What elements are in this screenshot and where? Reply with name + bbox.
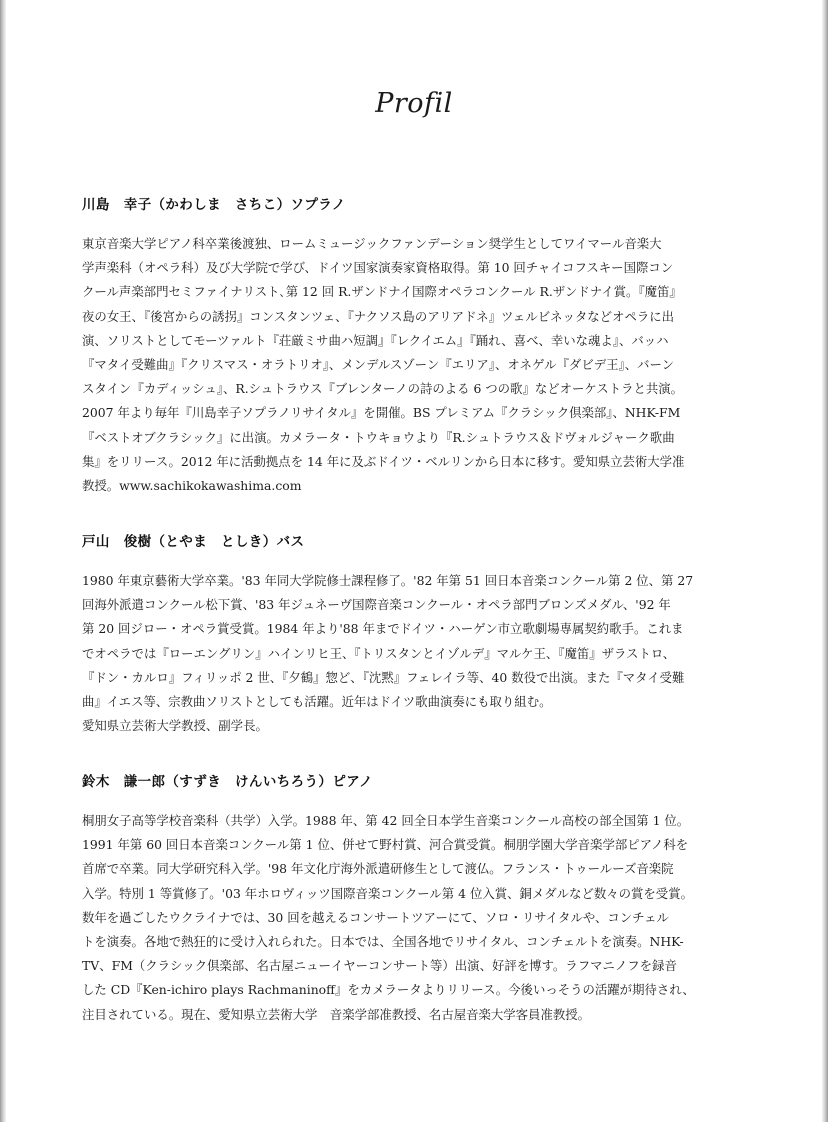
body-line: 曲』イエス等、宗教曲ソリストとしても活躍。近年はドイツ歌曲演奏にも取り組む。 (82, 694, 552, 710)
body-line: 集』をリリース。2012 年に活動拠点を 14 年に及ぶドイツ・ベルリンから日本に移す。愛知県立芸術大学准 (82, 453, 685, 469)
body-line: した CD『Ken-ichiro plays Rachmaninoff』をカメラータよりリリース。今後いっそうの活躍が期待され、 (82, 982, 695, 998)
body-line: 入学。特別 1 等賞修了。'03 年ホロヴィッツ国際音楽コンクール第 4 位入賞、銅メダルなど数々の賞を受賞。 (82, 885, 693, 901)
body-line: 1980 年東京藝術大学卒業。'83 年同大学院修士課程修了。'82 年第 51 回日本音楽コンクール第 2 位、第 27 (82, 573, 694, 588)
profile-heading: 川島 幸子（かわしま さちこ）ソプラノ (82, 197, 346, 213)
page-title: Profil (375, 88, 453, 119)
page-edge-right (822, 0, 828, 1122)
profile-body (82, 232, 748, 498)
body-line: 学声楽科（オペラ科）及び大学院で学び、ドイツ国家演奏家資格取得。第 10 回チャイコフスキー国際コン (82, 260, 674, 276)
body-line: 桐朋女子高等学校音楽科（共学）入学。1988 年、第 42 回全日本学生音楽コンクール高校の部全国第 1 位。 (82, 813, 690, 828)
body-line: 『ベストオブクラシック』に出演。カメラータ・トウキョウより『R.シュトラウス＆ドヴォルジャーク歌曲 (82, 429, 675, 445)
body-line: TV、FM（クラシック倶楽部、名古屋ニューイヤーコンサート等）出演、好評を博す。ラフマニノフを録音 (82, 958, 677, 974)
body-line: 第 20 回ジロー・オペラ賞受賞。1984 年より'88 年までドイツ・ハーゲン市立歌劇場専属契約歌手。これま (82, 621, 684, 637)
body-line: 東京音楽大学ピアノ科卒業後渡独、ロームミュージックファンデーション奨学生としてワイマール音楽大 (82, 236, 662, 251)
profile-section-kawashima (82, 193, 748, 498)
profile-heading: 戸山 俊樹（とやま としき）バス (82, 534, 305, 550)
body-line: 教授。www.sachikokawashima.com (82, 478, 302, 494)
body-line: 注目されている。現在、愛知県立芸術大学 音楽学部准教授、名古屋音楽大学客員准教授。 (82, 1006, 591, 1022)
body-line: トを演奏。各地で熱狂的に受け入れられた。日本では、全国各地でリサイタル、コンチェルトを演奏。NHK- (82, 934, 684, 950)
body-line: クール声楽部門セミファイナリスト､第 12 回 R.ザンドナイ国際オペラコンクール R.ザンドナイ賞｡『魔笛』 (82, 284, 682, 300)
body-line: 夜の女王、『後宮からの誘拐』コンスタンツェ、『ナクソス島のアリアドネ』ツェルビネッタなどオペラに出 (82, 308, 675, 324)
body-line: 『マタイ受難曲』『クリスマス・オラトリオ』、メンデルスゾーン『エリア』、オネゲル『ダビデ王』、バーン (82, 357, 675, 373)
profile-section-toyama (82, 530, 748, 738)
profile-section-suzuki (82, 770, 748, 1027)
body-line: スタイン『カディッシュ』、R.シュトラウス『ブレンターノの詩のよる 6 つの歌』などオーケストラと共演。 (82, 381, 684, 397)
body-line: でオペラでは『ローエングリン』ハインリヒ王、『トリスタンとイゾルデ』マルケ王、『魔笛』ザラストロ、 (82, 645, 676, 661)
profile-body (82, 809, 748, 1027)
body-line: 1991 年第 60 回日本音楽コンクール第 1 位、併せて野村賞、河合賞受賞。桐朋学園大学音楽学部ピアノ科を (82, 837, 689, 853)
body-line: 数年を過ごしたウクライナでは、30 回を越えるコンサートツアーにて、ソロ・リサイタルや、コンチェル (82, 909, 669, 925)
profile-body (82, 569, 748, 738)
page-edge-left (0, 0, 6, 1122)
body-line: 『ドン・カルロ』フィリッポ 2 世、『夕鶴』惣ど、『沈黙』フェレイラ等、40 数役で出演。また『マタイ受難 (82, 669, 685, 685)
body-line: 演、ソリストとしてモーツァルト『荘厳ミサ曲ハ短調』『レクイエム』『踊れ、喜べ、幸いな魂よ』、バッハ (82, 332, 669, 348)
body-line: 首席で卒業。同大学研究科入学。'98 年文化庁海外派遣研修生として渡仏。フランス・トゥールーズ音楽院 (82, 861, 674, 877)
profile-heading: 鈴木 謙一郎（すずき けんいちろう）ピアノ (82, 774, 373, 790)
body-line: 2007 年より毎年『川島幸子ソプラノリサイタル』を開催。BS プレミアム『クラシック倶楽部』、NHK-FM (82, 405, 681, 421)
body-line: 回海外派遣コンクール松下賞、'83 年ジュネーヴ国際音楽コンクール・オペラ部門ブロンズメダル、'92 年 (82, 597, 671, 613)
body-line: 愛知県立芸術大学教授、副学長。 (82, 718, 268, 734)
